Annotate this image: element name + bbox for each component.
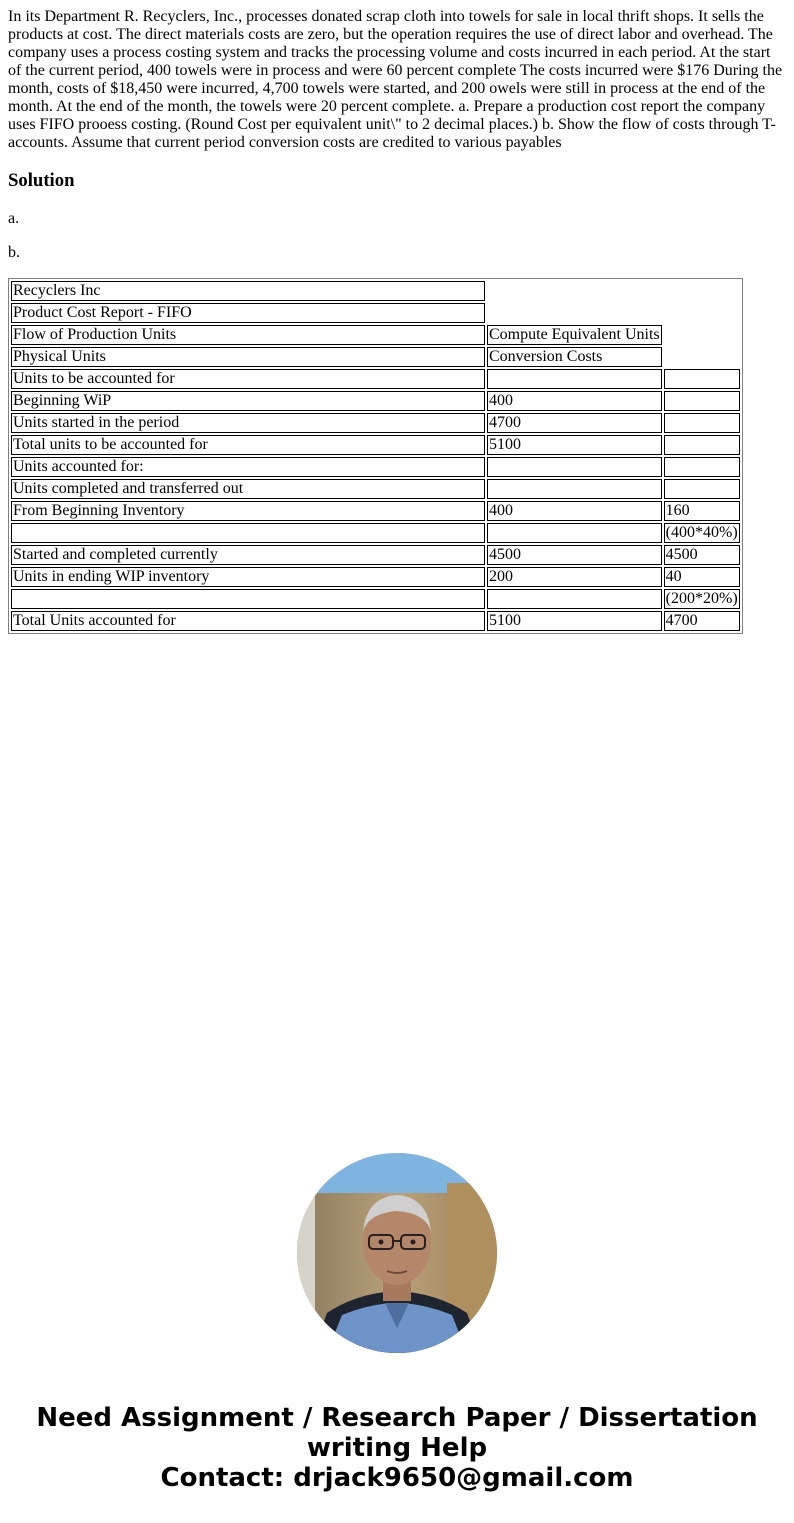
table-row-subheader <box>11 347 740 367</box>
conversion-value <box>664 479 740 499</box>
conversion-label: Conversion Costs <box>487 347 662 367</box>
avatar-photo <box>297 1153 497 1353</box>
table-row <box>11 567 740 587</box>
conversion-value <box>664 413 740 433</box>
page-content <box>0 0 794 634</box>
conversion-value: 4700 <box>664 611 740 631</box>
table-row <box>11 523 740 543</box>
conversion-value: (200*20%) <box>665 590 738 607</box>
table-row <box>11 545 740 565</box>
promo-contact: Contact: drjack9650@gmail.com <box>160 1463 634 1493</box>
table-row <box>11 413 740 433</box>
table-row-title <box>11 281 740 301</box>
solution-heading: Solution <box>8 170 75 191</box>
table-row-header <box>11 325 740 345</box>
row-label: From Beginning Inventory <box>11 501 485 521</box>
table-row <box>11 369 740 389</box>
promo-text <box>0 1403 794 1493</box>
avatar <box>297 1153 497 1353</box>
row-label: Units to be accounted for <box>11 369 485 389</box>
physical-value: 4500 <box>487 545 662 565</box>
row-label: Total units to be accounted for <box>11 435 485 455</box>
promo-line-1: Need Assignment / Research Paper / Dissertation <box>36 1403 758 1433</box>
physical-value <box>487 589 662 609</box>
row-label <box>11 589 485 609</box>
conversion-value: 40 <box>664 567 740 587</box>
conversion-value: 4500 <box>664 545 740 565</box>
table-row <box>11 435 740 455</box>
conversion-value <box>664 369 740 389</box>
question-text: In its Department R. Recyclers, Inc., processes donated scrap cloth into towels for sale in local thrift shops. It sells the products at cost. The direct materials costs are zero, but the operation requires the use of direct labor and overhead. The company uses a process costing system and tracks the processing volume and costs incurred in each period. At the start of the current period, 400 towels were in process and were 60 percent complete The costs incurred were $176 During the month, costs of $18,450 were incurred, 4,700 towels were started, and 200 owels were still in process at the end of the month. At the end of the month, the towels were 20 percent complete. a. Prepare a production cost report the company uses FIFO prooess costing. (Round Cost per equivalent unit\" to 2 decimal places.) b. Show the flow of costs through T-accounts. Assume that current period conversion costs are credited to various payables <box>8 8 783 151</box>
row-label: Started and completed currently <box>11 545 485 565</box>
physical-label: Physical Units <box>11 347 485 367</box>
physical-value: 400 <box>487 391 662 411</box>
physical-value: 4700 <box>487 413 662 433</box>
table-row <box>11 611 740 631</box>
conversion-value <box>664 391 740 411</box>
physical-value <box>487 479 662 499</box>
empty-cell <box>487 281 740 301</box>
row-label: Beginning WiP <box>11 391 485 411</box>
table-row-subtitle <box>11 303 740 323</box>
promo-line-2: writing Help <box>306 1433 488 1463</box>
table-row <box>11 391 740 411</box>
conversion-value <box>664 457 740 477</box>
promo-section <box>0 1153 794 1493</box>
equiv-label: Compute Equivalent Units <box>489 326 660 343</box>
flow-label: Flow of Production Units <box>11 325 485 345</box>
row-label: Units started in the period <box>11 413 485 433</box>
empty-cell <box>664 347 740 367</box>
conversion-value: (400*40%) <box>665 524 738 541</box>
physical-value: 400 <box>487 501 662 521</box>
production-cost-report-table <box>8 278 743 634</box>
row-label <box>11 523 485 543</box>
row-label: Total Units accounted for <box>11 611 485 631</box>
physical-value: 5100 <box>487 435 662 455</box>
physical-value <box>487 457 662 477</box>
row-label: Units accounted for: <box>11 457 485 477</box>
report-title: Recyclers Inc <box>11 281 485 301</box>
report-subtitle: Product Cost Report - FIFO <box>11 303 485 323</box>
conversion-value <box>664 435 740 455</box>
table-row <box>11 589 740 609</box>
empty-cell <box>664 325 740 345</box>
physical-value: 200 <box>487 567 662 587</box>
conversion-value: 160 <box>664 501 740 521</box>
physical-value: 5100 <box>487 611 662 631</box>
physical-value <box>487 369 662 389</box>
part-b-label: b. <box>8 244 20 261</box>
part-a-label: a. <box>8 210 20 227</box>
table-row <box>11 501 740 521</box>
row-label: Units in ending WIP inventory <box>11 567 485 587</box>
physical-value <box>487 523 662 543</box>
row-label: Units completed and transferred out <box>11 479 485 499</box>
table-row <box>11 479 740 499</box>
table-row <box>11 457 740 477</box>
empty-cell <box>487 303 740 323</box>
